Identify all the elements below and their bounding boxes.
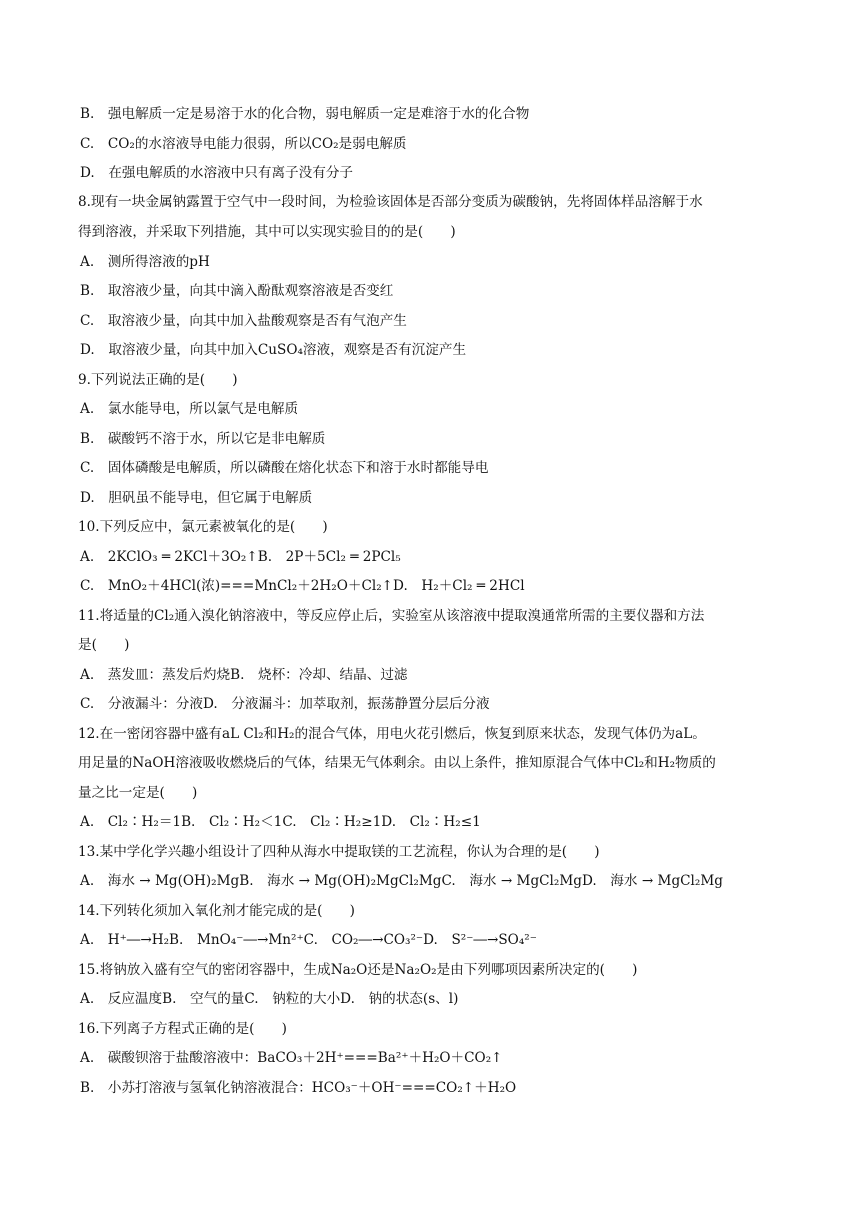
question-12-line-1: 12.在一密闭容器中盛有aL Cl₂和H₂的混合气体，用电火花引燃后，恢复到原来状态，发现气体仍为aL。: [78, 726, 706, 742]
options-15: A. 反应温度B. 空气的量C. 钠粒的大小D. 钠的状态(s、l): [80, 991, 459, 1007]
option-16a: A. 碳酸钡溶于盐酸溶液中：BaCO₃＋2H⁺===Ba²⁺＋H₂O＋CO₂↑: [80, 1050, 503, 1066]
options-12: A. Cl₂∶H₂＝1B. Cl₂∶H₂＜1C. Cl₂∶H₂≥1D. Cl₂∶H₂≤1: [80, 814, 481, 830]
question-8-line-2: 得到溶液，并采取下列措施，其中可以实现实验目的的是( ): [78, 224, 456, 240]
option-16b: B. 小苏打溶液与氢氧化钠溶液混合：HCO₃⁻＋OH⁻===CO₂↑＋H₂O: [80, 1080, 517, 1096]
question-9: 9.下列说法正确的是( ): [78, 372, 238, 388]
option-7b: B. 强电解质一定是易溶于水的化合物，弱电解质一定是难溶于水的化合物: [80, 106, 530, 122]
question-15: 15.将钠放入盛有空气的密闭容器中，生成Na₂O还是Na₂O₂是由下列哪项因素所决定的( ): [78, 962, 638, 978]
question-10: 10.下列反应中，氯元素被氧化的是( ): [78, 519, 328, 535]
question-13: 13.某中学化学兴趣小组设计了四种从海水中提取镁的工艺流程，你认为合理的是( ): [78, 844, 600, 860]
options-14: A. H⁺―→H₂B. MnO₄⁻―→Mn²⁺C. CO₂―→CO₃²⁻D. S²⁻―→SO₄²⁻: [80, 932, 537, 948]
option-8d: D. 取溶液少量，向其中加入CuSO₄溶液，观察是否有沉淀产生: [80, 342, 467, 358]
option-8b: B. 取溶液少量，向其中滴入酚酞观察溶液是否变红: [80, 283, 394, 299]
question-12-line-3: 量之比一定是( ): [78, 785, 198, 801]
question-8-line-1: 8.现有一块金属钠露置于空气中一段时间，为检验该固体是否部分变质为碳酸钠，先将固体样品溶解于水: [78, 194, 703, 210]
question-16: 16.下列离子方程式正确的是( ): [78, 1021, 287, 1037]
question-11-line-2: 是( ): [78, 637, 130, 653]
options-11cd: C. 分液漏斗：分液D. 分液漏斗：加萃取剂，振荡静置分层后分液: [80, 696, 490, 712]
option-7c: C. CO₂的水溶液导电能力很弱，所以CO₂是弱电解质: [80, 136, 407, 152]
option-8c: C. 取溶液少量，向其中加入盐酸观察是否有气泡产生: [80, 313, 407, 329]
option-7d: D. 在强电解质的水溶液中只有离子没有分子: [80, 165, 354, 181]
option-8a: A. 测所得溶液的pH: [80, 254, 210, 270]
question-14: 14.下列转化须加入氧化剂才能完成的是( ): [78, 903, 355, 919]
options-10ab: A. 2KClO₃ ═ 2KCl＋3O₂↑B. 2P＋5Cl₂ ═ 2PCl₅: [80, 549, 401, 565]
option-9b: B. 碳酸钙不溶于水，所以它是非电解质: [80, 431, 326, 447]
options-13: A. 海水 → Mg(OH)₂MgB. 海水 → Mg(OH)₂MgCl₂MgC. 海水 → MgCl₂MgD. 海水 → MgCl₂Mg: [80, 873, 723, 889]
option-9c: C. 固体磷酸是电解质，所以磷酸在熔化状态下和溶于水时都能导电: [80, 460, 489, 476]
option-9d: D. 胆矾虽不能导电，但它属于电解质: [80, 490, 313, 506]
options-10cd: C. MnO₂＋4HCl(浓)===MnCl₂＋2H₂O＋Cl₂↑D. H₂＋Cl₂ ═ 2HCl: [80, 578, 525, 594]
question-12-line-2: 用足量的NaOH溶液吸收燃烧后的气体，结果无气体剩余。由以上条件，推知原混合气体中Cl₂和H₂物质的: [78, 755, 716, 771]
question-11-line-1: 11.将适量的Cl₂通入溴化钠溶液中，等反应停止后，实验室从该溶液中提取溴通常所需的主要仪器和方法: [78, 608, 705, 624]
option-9a: A. 氯水能导电，所以氯气是电解质: [80, 401, 299, 417]
options-11ab: A. 蒸发皿：蒸发后灼烧B. 烧杯：冷却、结晶、过滤: [80, 667, 408, 683]
